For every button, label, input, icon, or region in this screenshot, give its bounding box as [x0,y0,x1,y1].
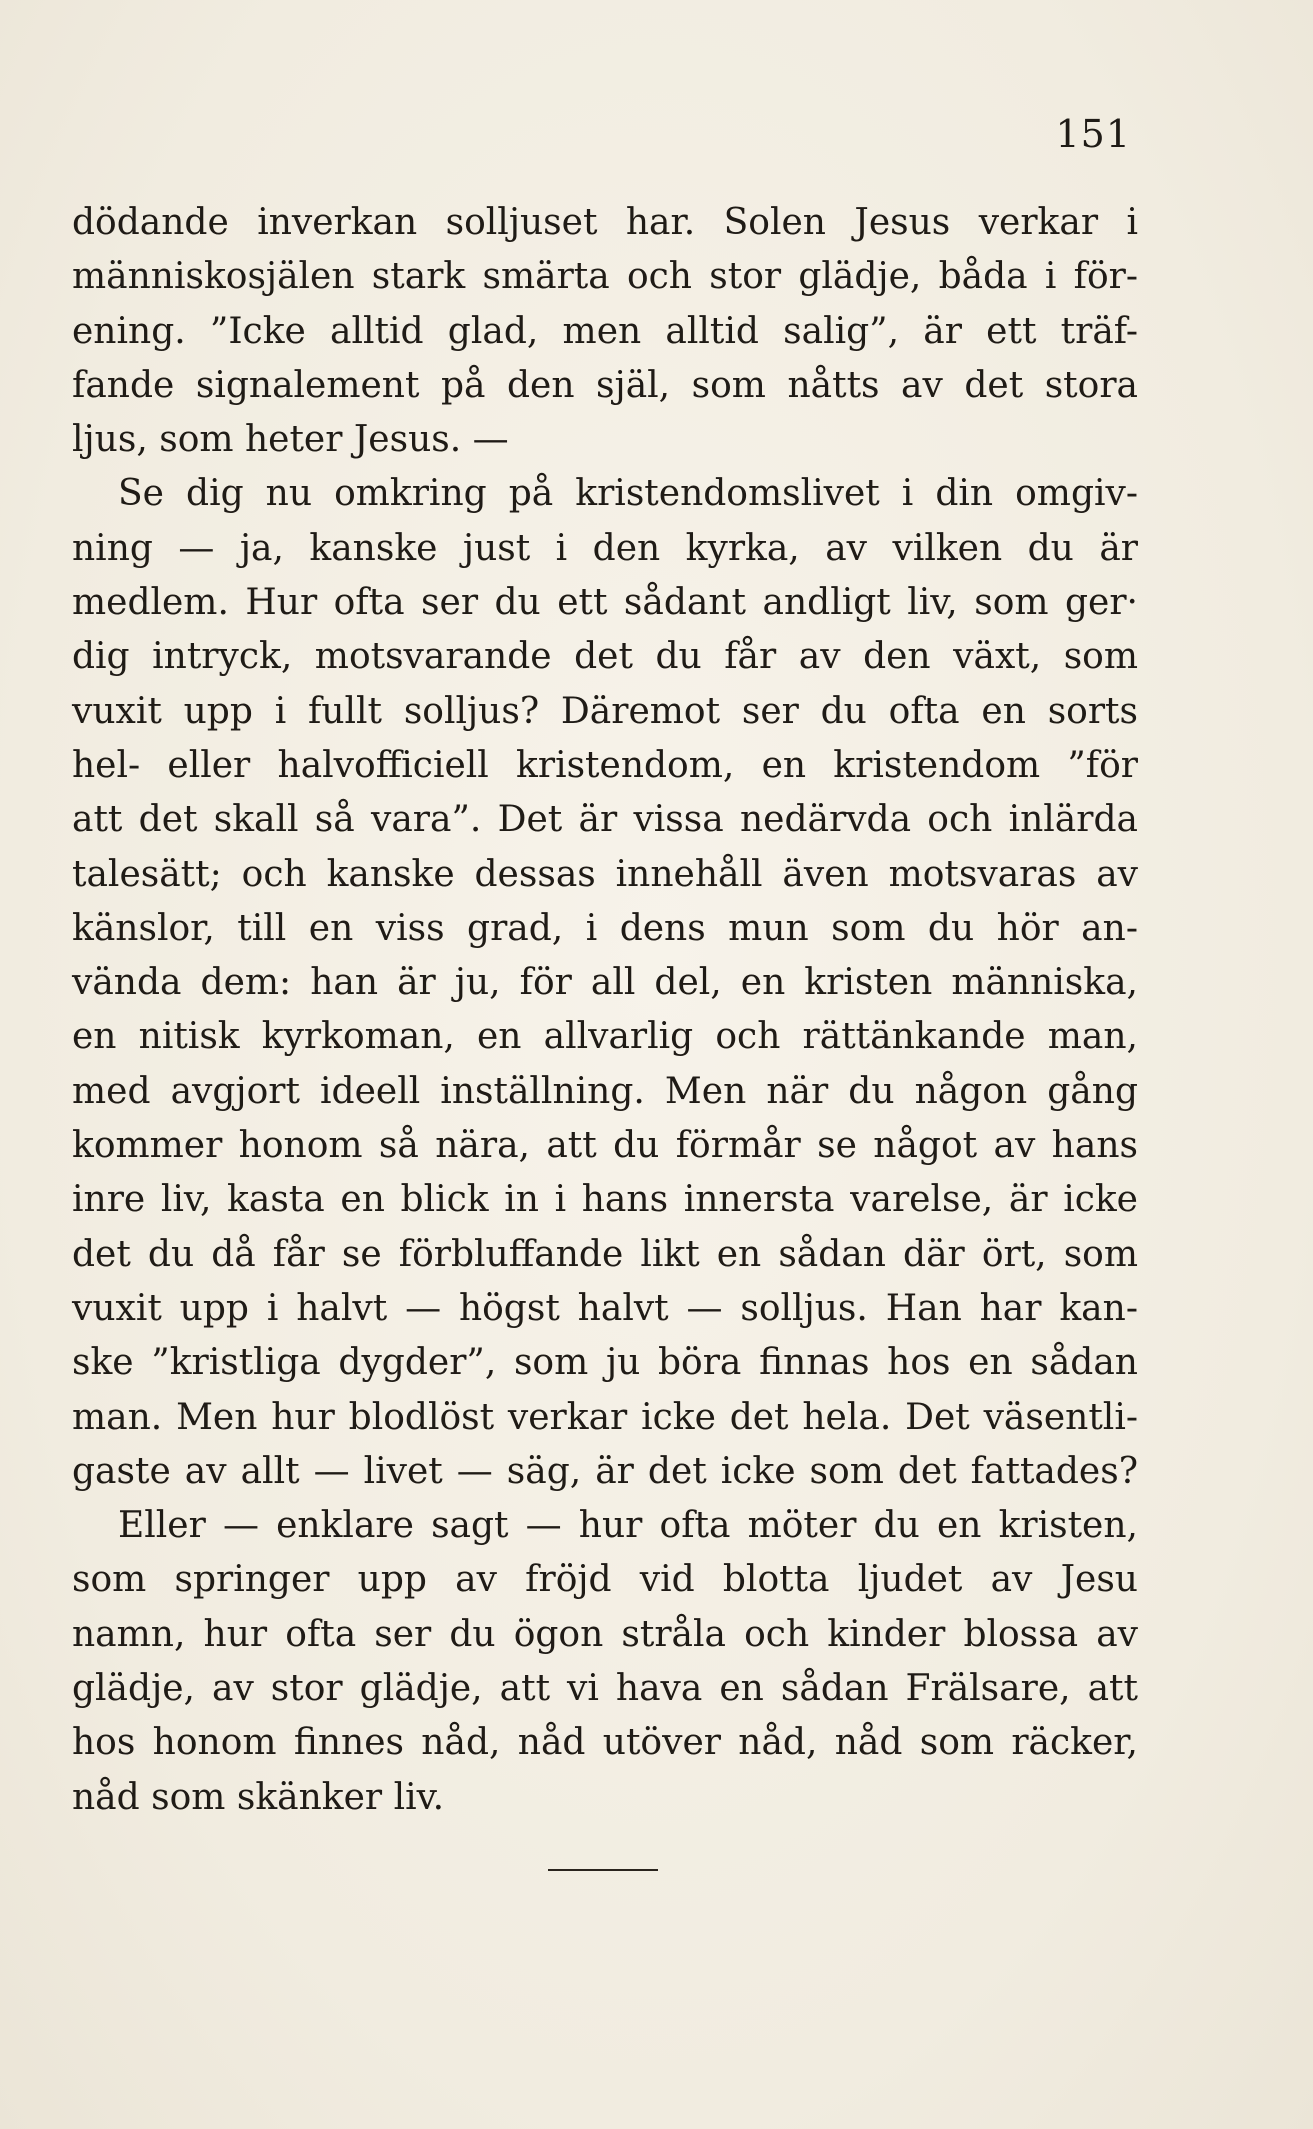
text-line: namn, hur ofta ser du ögon stråla och kinder blossa av [72,1613,1138,1655]
text-line: vuxit upp i halvt — högst halvt — solljus. Han har kan- [72,1287,1138,1329]
text-line: dödande inverkan solljuset har. Solen Jesus verkar i [72,202,1138,243]
text-line: vuxit upp i fullt solljus? Däremot ser du ofta en sorts [72,690,1138,732]
text-line: som springer upp av fröjd vid blotta ljudet av Jesu [72,1559,1138,1601]
text-line: människosjälen stark smärta och stor glädje, båda i för- [72,256,1138,298]
body-text [72,196,1138,1825]
text-line: ening. ”Icke alltid glad, men alltid salig”, är ett träf- [72,310,1138,352]
text-line: vända dem: han är ju, för all del, en kristen människa, [72,962,1138,1004]
text-line: med avgjort ideell inställning. Men när du någon gång [72,1070,1138,1112]
text-line: det du då får se förbluffande likt en sådan där ört, som [72,1233,1138,1275]
text-line: att det skall så vara”. Det är vissa nedärvda och inlärda [72,799,1138,841]
text-line: hel- eller halvofficiell kristendom, en kristendom ”för [72,744,1138,786]
text-line: hos honom finnes nåd, nåd utöver nåd, nåd som räcker, [72,1722,1138,1764]
text-line: Eller — enklare sagt — hur ofta möter du en kristen, [118,1505,1138,1547]
text-line: kommer honom så nära, att du förmår se något av hans [72,1125,1138,1167]
text-line: känslor, till en viss grad, i dens mun som du hör an- [72,907,1138,949]
text-line: medlem. Hur ofta ser du ett sådant andligt liv, som ger· [72,582,1138,624]
text-line: glädje, av stor glädje, att vi hava en sådan Frälsare, att [72,1668,1138,1710]
text-line: ning — ja, kanske just i den kyrka, av vilken du är [72,527,1138,569]
text-line: nåd som skänker liv. [72,1776,445,1818]
section-end-rule [548,1869,658,1871]
text-line: ljus, som heter Jesus. — [72,419,509,461]
text-line: ske ”kristliga dygder”, som ju böra finnas hos en sådan [72,1342,1138,1384]
text-line: man. Men hur blodlöst verkar icke det hela. Det väsentli- [72,1396,1138,1438]
text-line: talesätt; och kanske dessas innehåll även motsvaras av [72,853,1138,895]
text-line: fande signalement på den själ, som nåtts av det stora [72,364,1138,406]
page-number: 151 [1055,112,1131,156]
text-line: en nitisk kyrkoman, en allvarlig och rättänkande man, [72,1016,1138,1058]
text-line: Se dig nu omkring på kristendomslivet i din omgiv- [118,473,1138,515]
text-line: gaste av allt — livet — säg, är det icke som det fattades? [72,1450,1138,1492]
text-line: dig intryck, motsvarande det du får av den växt, som [72,636,1138,678]
text-line: inre liv, kasta en blick in i hans innersta varelse, är icke [72,1179,1138,1221]
